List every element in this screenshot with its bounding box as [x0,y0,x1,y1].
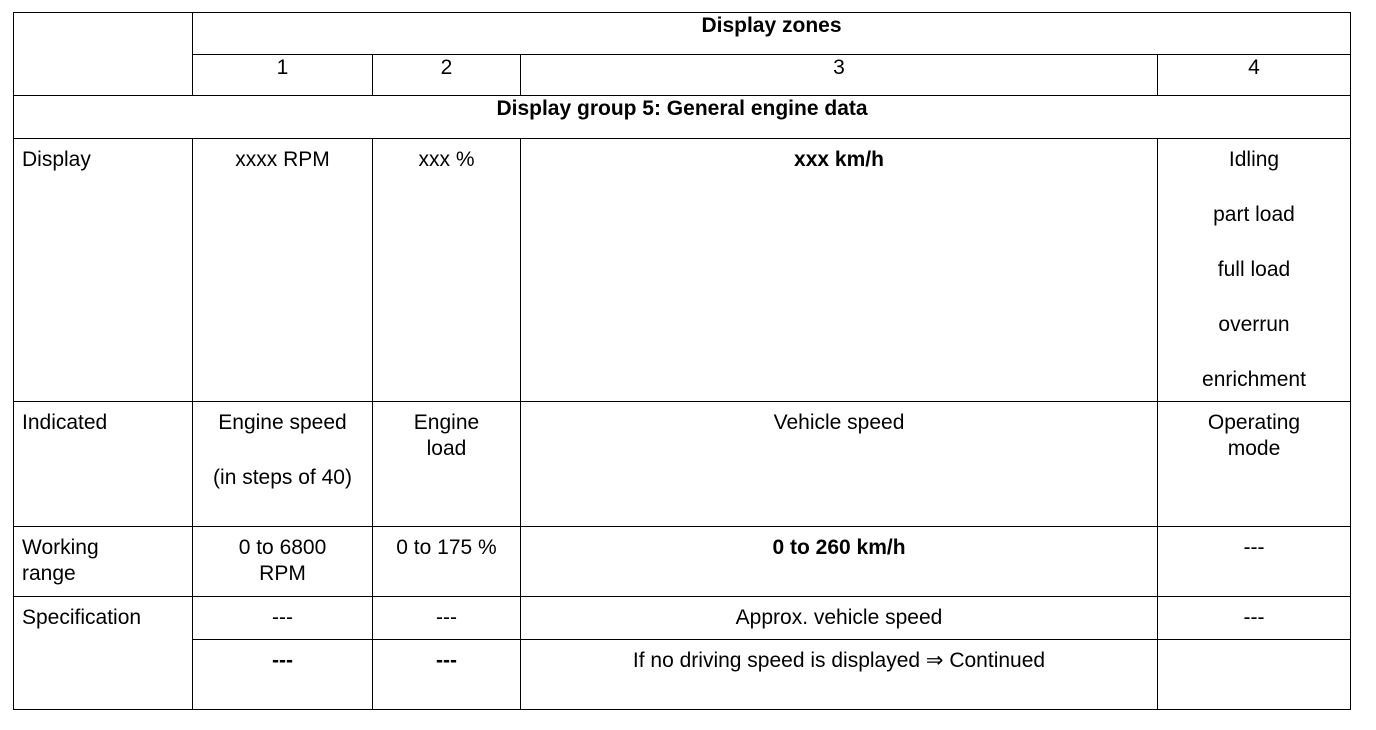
indicated-zone-1 [193,402,372,491]
mode-idling: Idling [1228,148,1280,171]
spec1-zone-4: --- [1243,606,1265,629]
range-zone-3: 0 to 260 km/h [772,536,906,559]
engine-speed-steps-text: (in steps of 40) [213,466,352,489]
spec1-zone-2: --- [436,606,457,629]
display-group-title: Display group 5: General engine data [14,96,1351,139]
spec2-zone-3: If no driving speed is displayed ⇒ Continued [632,649,1046,672]
display-group-table [13,12,1351,710]
zone-3-header: 3 [521,55,1158,96]
display-zone-1: xxxx RPM [235,148,330,171]
indicated-zone-3: Vehicle speed [773,411,905,434]
operating-mode-list [1158,139,1350,393]
spec1-zone-3: Approx. vehicle speed [735,606,943,629]
zone-2-header: 2 [373,55,521,96]
row-label-display: Display [22,148,91,171]
range-zone-2: 0 to 175 % [396,536,497,559]
spec2-zone-1: --- [272,649,293,672]
specification-row-2 [14,640,1351,710]
mode-part-load: part load [1213,203,1295,226]
indicated-row [14,402,1351,527]
display-zone-2: xxx % [418,148,475,171]
indicated-zone-2: Engine load [413,411,480,460]
mode-enrichment: enrichment [1202,368,1306,391]
range-zone-4: --- [1243,536,1265,559]
zone-1-header: 1 [193,55,373,96]
specification-row-1 [14,597,1351,640]
spec2-zone-2: --- [436,649,457,672]
mode-overrun: overrun [1218,313,1290,336]
spec2-zone-4 [1158,640,1350,648]
row-label-working-range: Working range [22,536,99,585]
spec1-zone-1: --- [272,606,293,629]
working-range-row [14,527,1351,597]
display-row [14,139,1351,402]
display-zone-3: xxx km/h [794,148,884,171]
mode-full-load: full load [1217,258,1291,281]
indicated-zone-4: Operating mode [1207,411,1301,460]
corner-cell [14,13,193,96]
row-label-specification: Specification [22,606,142,629]
engine-speed-text: Engine speed [218,411,347,434]
zone-4-header: 4 [1158,55,1351,96]
row-label-indicated: Indicated [22,411,108,434]
range-zone-1: 0 to 6800 RPM [238,536,327,585]
display-zones-header: Display zones [193,13,1351,55]
